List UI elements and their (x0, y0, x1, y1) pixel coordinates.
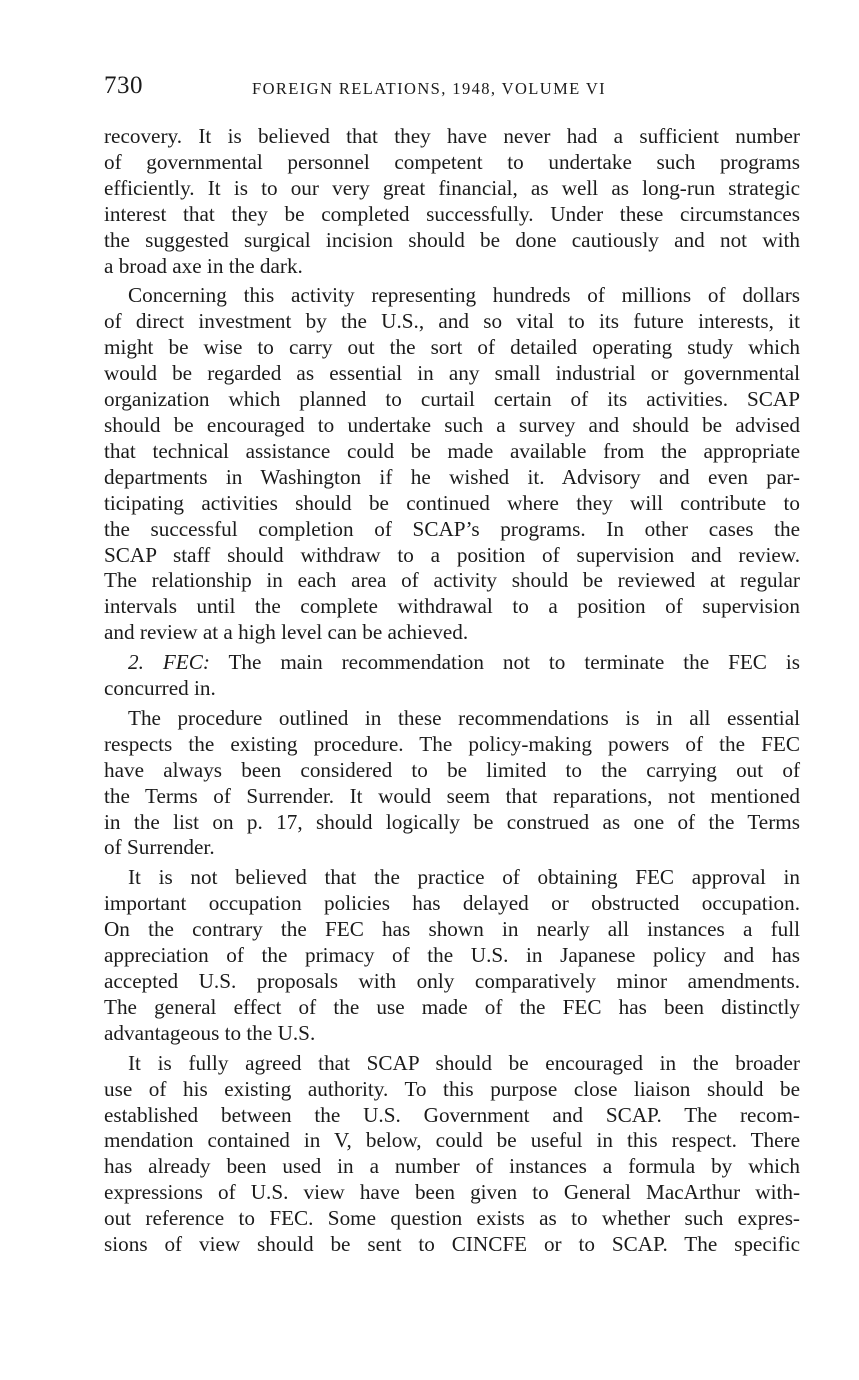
paragraph (104, 283, 800, 646)
text-line: of governmental personnel competent to undertake such programs (104, 149, 800, 174)
text-line: of Surrender. (104, 835, 215, 860)
text-line: It is not believed that the practice of obtaining FEC approval in (128, 865, 800, 890)
text-line: accepted U.S. proposals with only comparatively minor amendments. (104, 969, 800, 993)
text-line: expressions of U.S. view have been given to General MacArthur with- (104, 1180, 800, 1205)
text-line: recovery. It is believed that they have never had a sufficient number (104, 124, 800, 148)
text-line: the suggested surgical incision should be done cautiously and not with (104, 227, 800, 252)
paragraph (104, 865, 800, 1046)
text-line: interest that they be completed successfully. Under these circumstances (104, 201, 800, 226)
text-line: sions of view should be sent to CINCFE or to SCAP. The specific (104, 1232, 800, 1257)
text-line: has already been used in a number of instances a formula by which (104, 1154, 800, 1179)
text-line: the Terms of Surrender. It would seem that reparations, not mentioned (104, 783, 800, 808)
section-label: 2. FEC: (128, 650, 210, 675)
paragraph (104, 650, 800, 702)
paragraph (104, 706, 800, 861)
text-line: a broad axe in the dark. (104, 253, 303, 278)
text-line: departments in Washington if he wished it. Advisory and even par- (104, 464, 800, 489)
text-line: The general effect of the use made of the FEC has been distinctly (104, 994, 800, 1019)
text-line (104, 650, 800, 676)
text-line: The procedure outlined in these recommendations is in all essential (128, 705, 800, 730)
text-line: the successful completion of SCAP’s programs. In other cases the (104, 516, 800, 541)
text-line: in the list on p. 17, should logically be construed as one of the Terms (104, 809, 800, 834)
text-line: efficiently. It is to our very great financial, as well as long-run strategic (104, 175, 800, 200)
text-line: and review at a high level can be achieved. (104, 620, 469, 645)
running-header (104, 72, 804, 106)
text-line: might be wise to carry out the sort of detailed operating study which (104, 335, 800, 360)
paragraph (104, 124, 800, 279)
text-line: It is fully agreed that SCAP should be encouraged in the broader (128, 1050, 800, 1075)
text-line: respects the existing procedure. The policy-making powers of the FEC (104, 731, 800, 756)
paragraph (104, 1051, 800, 1258)
text-line: out reference to FEC. Some question exists as to whether such expres- (104, 1206, 800, 1231)
text-line: should be encouraged to undertake such a survey and should be advised (104, 412, 800, 437)
text-line: intervals until the complete withdrawal to a position of supervision (104, 594, 800, 619)
text-line: advantageous to the U.S. (104, 1020, 316, 1045)
text-line: ticipating activities should be continued where they will contribute to (104, 490, 800, 515)
text-line: appreciation of the primacy of the U.S. in Japanese policy and has (104, 943, 800, 968)
text-line: Concerning this activity representing hundreds of millions of dollars (128, 283, 800, 308)
text-line: On the contrary the FEC has shown in nearly all instances a full (104, 917, 800, 942)
document-body (104, 124, 800, 1258)
text-line-content: The main recommendation not to terminate the FEC is (209, 650, 800, 675)
text-line: use of his existing authority. To this purpose close liaison should be (104, 1076, 800, 1101)
text-line: organization which planned to curtail certain of its activities. SCAP (104, 387, 800, 412)
running-title: FOREIGN RELATIONS, 1948, VOLUME VI (252, 79, 607, 98)
text-line: mendation contained in V, below, could be useful in this respect. There (104, 1128, 800, 1153)
text-line: important occupation policies has delayed or obstructed occupation. (104, 891, 800, 916)
text-line: SCAP staff should withdraw to a position of supervision and review. (104, 542, 800, 567)
text-line: concurred in. (104, 676, 216, 701)
text-line: have always been considered to be limited to the carrying out of (104, 757, 800, 782)
text-line: The relationship in each area of activity should be reviewed at regular (104, 568, 800, 593)
page-number: 730 (104, 72, 143, 99)
text-line: would be regarded as essential in any small industrial or governmental (104, 361, 800, 386)
text-line: of direct investment by the U.S., and so vital to its future interests, it (104, 309, 800, 334)
text-line: that technical assistance could be made available from the appropriate (104, 438, 800, 463)
text-line: established between the U.S. Government and SCAP. The recom- (104, 1102, 800, 1127)
